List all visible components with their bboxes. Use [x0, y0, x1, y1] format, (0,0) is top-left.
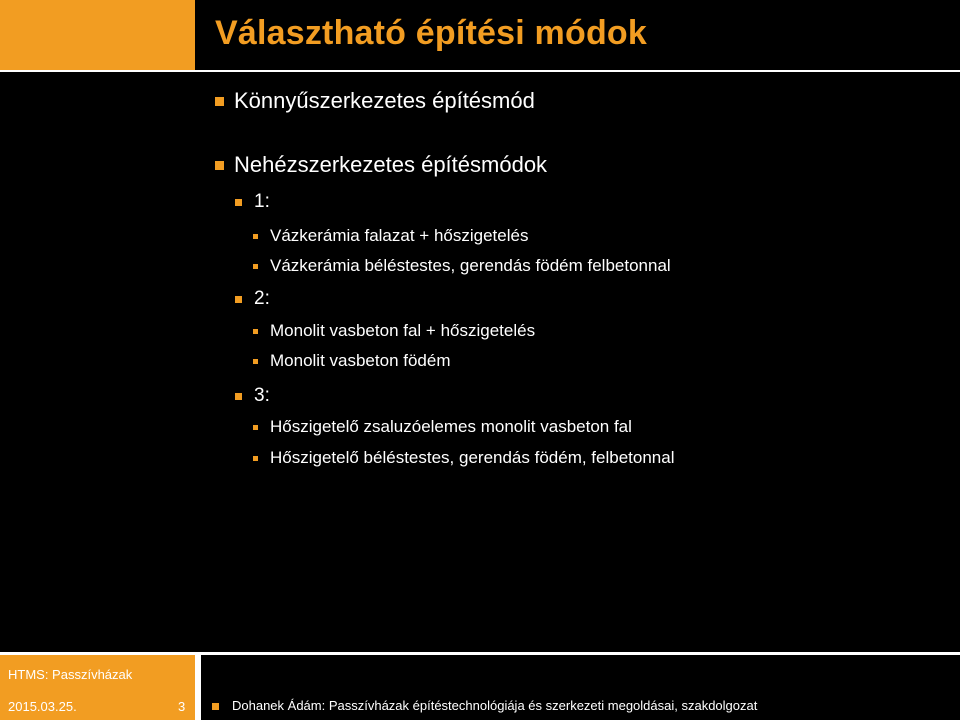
bullet-heavy-construction — [215, 152, 547, 178]
footer-course: HTMS: Passzívházak — [8, 667, 133, 682]
sub-bullet-label: 3: — [254, 385, 270, 406]
item-text: Hőszigetelő zsaluzóelemes monolit vasbeton fal — [270, 417, 632, 436]
footer-separator — [195, 655, 201, 720]
item-text: Vázkerámia béléstestes, gerendás födém felbetonnal — [270, 256, 671, 275]
title-accent-block — [0, 0, 195, 70]
bullet-square-icon — [235, 393, 242, 400]
bullet-square-icon — [253, 264, 258, 269]
item-text: Hőszigetelő béléstestes, gerendás födém, felbetonnal — [270, 448, 675, 467]
footer-date: 2015.03.25. — [8, 699, 77, 714]
bullet-square-icon — [235, 296, 242, 303]
sub-bullet-label: 2: — [254, 288, 270, 309]
item-option-1-floor — [253, 256, 671, 276]
sub-bullet-label: 1: — [254, 191, 270, 212]
bullet-square-icon — [215, 97, 224, 106]
sub-bullet-option-3 — [235, 385, 270, 407]
bullet-square-icon — [253, 359, 258, 364]
bullet-light-construction — [215, 88, 535, 114]
item-text: Monolit vasbeton fal + hőszigetelés — [270, 321, 536, 340]
bullet-text: Könnyűszerkezetes építésmód — [234, 88, 535, 113]
bullet-square-icon — [215, 161, 224, 170]
item-option-2-wall — [253, 321, 535, 341]
item-option-2-floor — [253, 351, 451, 371]
sub-bullet-option-1 — [235, 191, 270, 213]
bullet-square-icon — [235, 199, 242, 206]
item-option-3-wall — [253, 417, 632, 437]
item-text: Vázkerámia falazat + hőszigetelés — [270, 226, 529, 245]
footer-bullet-icon — [212, 703, 219, 710]
bullet-square-icon — [253, 234, 258, 239]
bullet-square-icon — [253, 329, 258, 334]
item-text: Monolit vasbeton födém — [270, 351, 451, 370]
footer-page-number: 3 — [178, 699, 186, 714]
bullet-square-icon — [253, 456, 258, 461]
item-option-3-floor — [253, 448, 674, 468]
sub-bullet-option-2 — [235, 288, 270, 310]
bullet-text: Nehézszerkezetes építésmódok — [234, 152, 548, 177]
title-divider — [0, 70, 960, 72]
slide-title: Választható építési módok — [215, 14, 647, 52]
footer-author-title: Dohanek Ádám: Passzívházak építéstechnológiája és szerkezeti megoldásai, szakdolgozat — [232, 698, 758, 713]
item-option-1-wall — [253, 226, 528, 246]
bullet-square-icon — [253, 425, 258, 430]
